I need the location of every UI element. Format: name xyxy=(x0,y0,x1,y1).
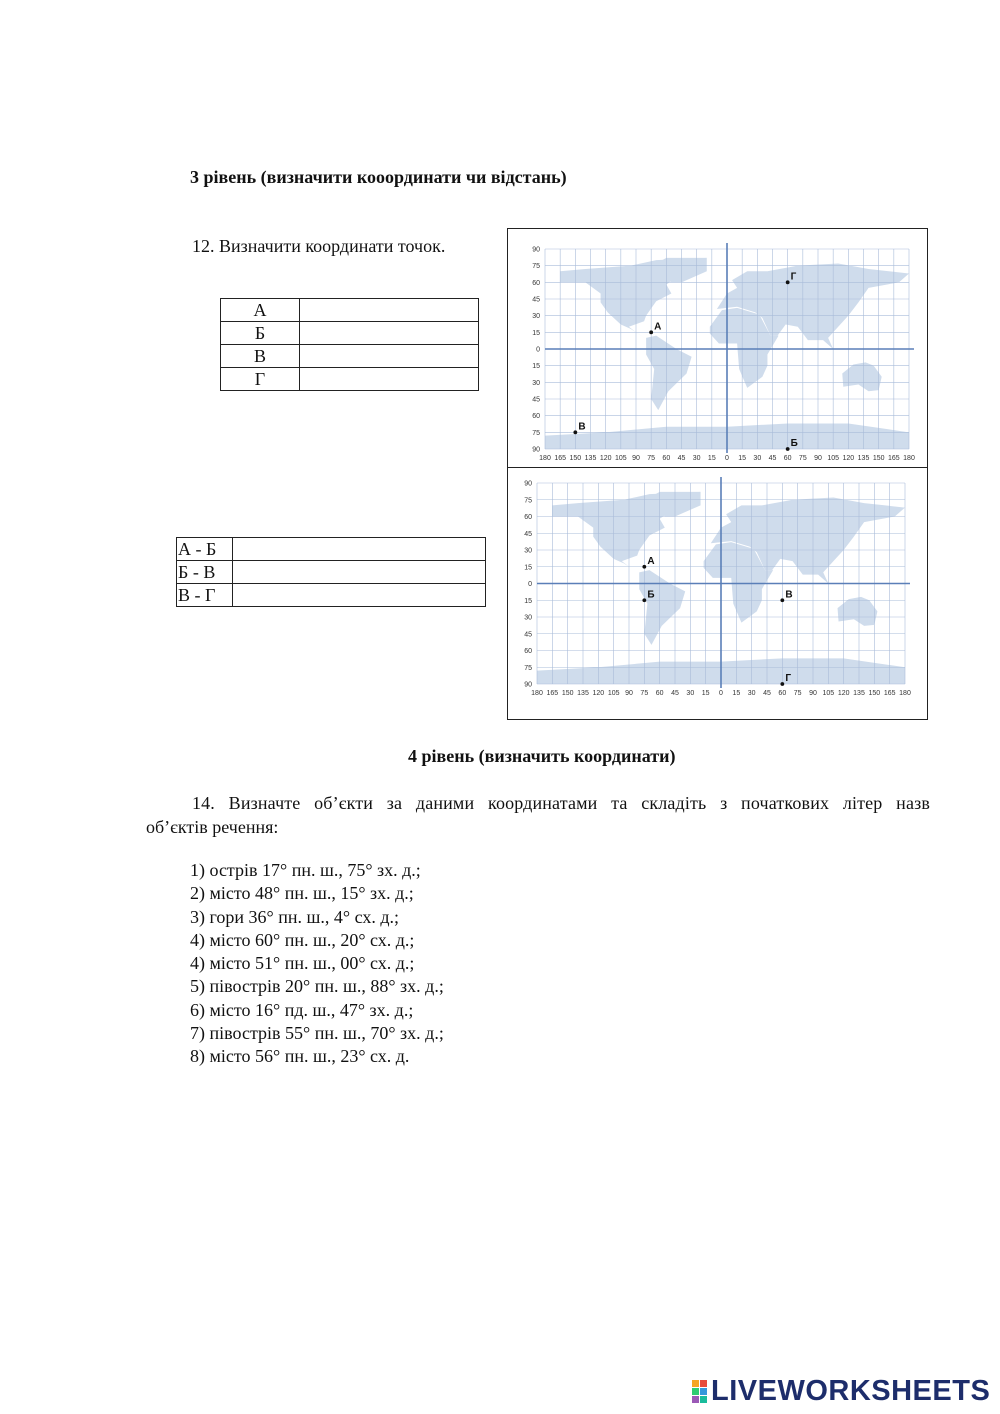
point-marker xyxy=(780,682,784,686)
task14-prompt-line1: 14. Визначте об’єкти за даними координатами та складіть з початкових літер назв xyxy=(192,793,930,813)
table-row xyxy=(221,299,479,322)
lat-tick-label: 90 xyxy=(524,480,532,488)
list-item: 5) півострів 20° пн. ш., 88° зх. д.; xyxy=(190,976,444,997)
lat-tick-label: 60 xyxy=(524,514,532,521)
table-row xyxy=(177,561,486,584)
lat-tick-label: 15 xyxy=(524,564,532,572)
answer-field-g[interactable] xyxy=(300,368,479,391)
lat-tick-label: 30 xyxy=(532,379,540,387)
lon-tick-label: 60 xyxy=(783,455,792,462)
point-label: Б xyxy=(647,589,655,601)
lat-tick-label: 30 xyxy=(524,614,532,622)
lat-tick-label: 30 xyxy=(532,313,540,321)
table-row xyxy=(221,345,479,368)
table-row xyxy=(177,584,486,607)
list-item: 2) місто 48° пн. ш., 15° зх. д.; xyxy=(190,883,414,904)
lat-tick-label: 0 xyxy=(528,581,532,588)
lat-tick-label: 90 xyxy=(532,246,540,254)
lat-tick-label: 75 xyxy=(532,263,540,271)
lon-tick-label: 30 xyxy=(753,455,762,462)
lon-tick-label: 30 xyxy=(686,690,695,697)
lon-tick-label: 180 xyxy=(531,690,543,697)
pair-label: В - Г xyxy=(177,584,233,607)
lon-tick-label: 45 xyxy=(768,455,777,462)
lon-tick-label: 150 xyxy=(872,455,885,462)
lon-tick-label: 135 xyxy=(857,455,870,462)
list-item: 8) місто 56° пн. ш., 23° сх. д. xyxy=(190,1046,410,1067)
list-item: 4) місто 60° пн. ш., 20° сх. д.; xyxy=(190,929,415,950)
pair-label: А - Б xyxy=(177,538,233,561)
lon-tick-label: 60 xyxy=(778,690,787,697)
lon-tick-label: 165 xyxy=(546,690,559,697)
lon-tick-label: 150 xyxy=(561,690,574,697)
lat-tick-label: 60 xyxy=(532,279,540,287)
point-label: Г xyxy=(790,271,797,283)
level3-heading: 3 рівень (визначити кооординати чи відстань) xyxy=(190,167,567,187)
lat-tick-label: 15 xyxy=(532,363,540,371)
lon-tick-label: 165 xyxy=(554,455,567,462)
lon-tick-label: 180 xyxy=(899,690,911,697)
point-label: Г xyxy=(221,368,300,391)
liveworksheets-logo xyxy=(692,1375,990,1408)
lon-tick-label: 120 xyxy=(592,690,605,697)
lon-tick-label: 120 xyxy=(599,455,612,462)
list-item: 1) острів 17° пн. ш., 75° зх. д.; xyxy=(190,860,421,880)
point-label: В xyxy=(578,421,586,433)
point-label: Б xyxy=(221,322,300,345)
world-map-2-svg xyxy=(508,468,927,719)
lon-tick-label: 15 xyxy=(707,455,716,462)
lat-tick-label: 0 xyxy=(536,346,540,354)
lon-tick-label: 60 xyxy=(655,690,664,697)
distance-field-ab[interactable] xyxy=(233,538,486,561)
list-item: 3) гори 36° пн. ш., 4° сх. д.; xyxy=(190,906,399,927)
lat-tick-label: 15 xyxy=(524,597,532,605)
world-map-1-svg xyxy=(508,229,927,468)
point-marker xyxy=(786,447,790,451)
lat-tick-label: 45 xyxy=(532,296,540,304)
lon-tick-label: 150 xyxy=(868,690,881,697)
lat-tick-label: 30 xyxy=(524,547,532,555)
pair-label: Б - В xyxy=(177,561,233,584)
lat-tick-label: 45 xyxy=(524,530,532,538)
point-label: Г xyxy=(785,673,792,684)
point-marker xyxy=(573,430,577,434)
point-label: Б xyxy=(790,438,798,449)
lon-tick-label: 150 xyxy=(569,455,582,462)
lat-tick-label: 60 xyxy=(532,413,540,421)
lat-tick-label: 75 xyxy=(524,664,532,672)
lon-tick-label: 135 xyxy=(584,455,597,462)
list-item: 4) місто 51° пн. ш., 00° сх. д.; xyxy=(190,953,415,974)
lon-tick-label: 135 xyxy=(853,690,865,697)
lon-tick-label: 165 xyxy=(883,690,896,697)
world-map-1 xyxy=(507,228,928,469)
lon-tick-label: 0 xyxy=(725,455,729,462)
answer-field-v[interactable] xyxy=(300,345,479,368)
list-item: 6) місто 16° пд. ш., 47° зх. д.; xyxy=(190,999,414,1020)
lon-tick-label: 75 xyxy=(793,690,802,697)
task14-prompt-line2: об’єктів речення: xyxy=(146,817,279,837)
lat-tick-label: 45 xyxy=(524,631,532,639)
lon-tick-label: 45 xyxy=(677,455,686,462)
lon-tick-label: 90 xyxy=(809,690,817,697)
lon-tick-label: 60 xyxy=(662,455,671,462)
lon-tick-label: 105 xyxy=(822,690,835,697)
logo-blocks-icon xyxy=(692,1380,707,1403)
lon-tick-label: 45 xyxy=(671,690,679,697)
lat-tick-label: 90 xyxy=(524,681,532,689)
distance-field-vg[interactable] xyxy=(233,584,486,607)
point-marker xyxy=(780,598,784,602)
point-label: В xyxy=(221,345,300,368)
lon-tick-label: 30 xyxy=(692,455,701,462)
lon-tick-label: 45 xyxy=(763,690,771,697)
lat-tick-label: 45 xyxy=(532,396,540,404)
task12-prompt: 12. Визначити координати точок. xyxy=(192,236,446,256)
lon-tick-label: 75 xyxy=(798,455,807,462)
lon-tick-label: 15 xyxy=(738,455,747,462)
point-marker xyxy=(642,565,646,569)
table-row xyxy=(221,322,479,345)
objects-list xyxy=(190,859,444,1069)
lon-tick-label: 105 xyxy=(607,690,620,697)
lat-tick-label: 60 xyxy=(524,648,532,655)
lon-tick-label: 105 xyxy=(827,455,840,462)
point-label: В xyxy=(785,589,793,601)
lon-tick-label: 75 xyxy=(640,690,649,697)
table-row xyxy=(177,538,486,561)
lon-tick-label: 15 xyxy=(732,690,741,697)
point-label: А xyxy=(647,555,655,567)
lat-tick-label: 15 xyxy=(532,329,540,337)
table-row xyxy=(221,368,479,391)
lon-tick-label: 135 xyxy=(577,690,589,697)
lon-tick-label: 165 xyxy=(887,455,900,462)
brand-name: LIVEWORKSHEETS xyxy=(711,1375,991,1407)
world-map-2 xyxy=(507,467,928,720)
lon-tick-label: 30 xyxy=(747,690,756,697)
lon-tick-label: 180 xyxy=(903,455,915,462)
lon-tick-label: 120 xyxy=(837,690,850,697)
answer-field-b[interactable] xyxy=(300,322,479,345)
point-marker xyxy=(642,598,646,602)
lat-tick-label: 75 xyxy=(524,497,532,505)
lon-tick-label: 180 xyxy=(539,455,551,462)
distance-table xyxy=(176,537,486,607)
list-item: 7) півострів 55° пн. ш., 70° зх. д.; xyxy=(190,1023,444,1044)
lon-tick-label: 75 xyxy=(647,455,656,462)
distance-field-bv[interactable] xyxy=(233,561,486,584)
answer-field-a[interactable] xyxy=(300,299,479,322)
lat-tick-label: 75 xyxy=(532,429,540,437)
lon-tick-label: 0 xyxy=(719,690,723,697)
level4-heading: 4 рівень (визначить координати) xyxy=(408,746,676,766)
lon-tick-label: 90 xyxy=(632,455,640,462)
lon-tick-label: 15 xyxy=(701,690,710,697)
lon-tick-label: 90 xyxy=(814,455,822,462)
lon-tick-label: 90 xyxy=(625,690,633,697)
point-marker xyxy=(786,280,790,284)
point-label: А xyxy=(654,321,662,333)
point-label: А xyxy=(221,299,300,322)
coordinates-table xyxy=(220,298,479,391)
lat-tick-label: 90 xyxy=(532,446,540,454)
lon-tick-label: 105 xyxy=(614,455,627,462)
point-marker xyxy=(649,330,653,334)
lon-tick-label: 120 xyxy=(842,455,855,462)
